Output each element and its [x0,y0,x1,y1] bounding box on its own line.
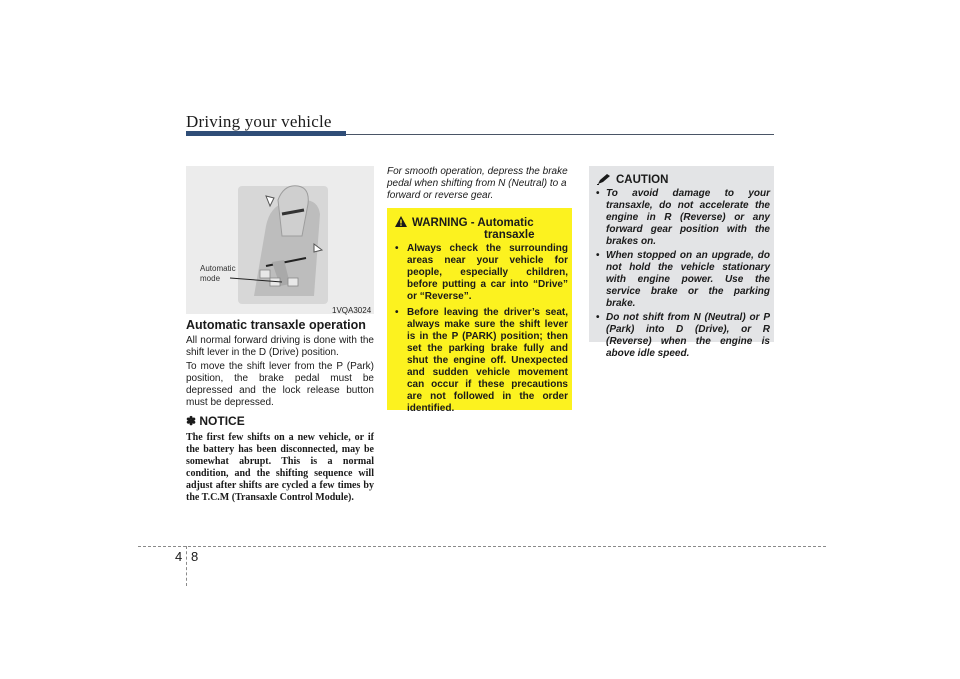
notice-star-icon: ✽ [186,414,200,428]
warning-item: • Before leaving the driver’s seat, always make sure the shift lever is in the P (PARK) position; then set the parking brake fully and shut the engine off. Unexpected and sudden vehicle movement can occur if these precautions are not followed in the order identified. [393,307,568,415]
warning-triangle-icon [394,215,408,228]
page-chapter: 4 [175,549,183,564]
notice-heading-text: NOTICE [199,414,245,428]
smooth-operation-text: For smooth operation, depress the brake pedal when shifting from N (Neutral) to a forward or reverse gear. [387,166,568,201]
caution-item: • Do not shift from N (Neutral) or P (Park) into D (Drive), or R (Reverse) when the engine is above idle speed. [594,312,770,360]
section-title: Driving your vehicle [186,112,332,131]
figure-callout-line2: mode [200,274,221,283]
footer-rule [138,546,826,547]
figure-callout-line1: Automatic [200,264,236,273]
warning-item: • Always check the surrounding areas near your vehicle for people, especially children, before putting a car into “Drive” or “Reverse”. [393,243,568,303]
figure-callout [200,264,236,284]
caution-title: CAUTION [616,174,669,186]
header-accent-bar [186,131,346,136]
warning-title [412,217,535,241]
page-number: 8 [191,549,199,564]
operation-paragraph-1: All normal forward driving is done with the shift lever in the D (Drive) position. [186,335,374,358]
operation-heading: Automatic transaxle operation [186,318,366,332]
warning-title-sub: transaxle [484,229,535,241]
warning-list [393,243,568,419]
caution-list [594,188,770,362]
operation-paragraph-2: To move the shift lever from the P (Park) position, the brake pedal must be depressed and the lock release button must be depressed. [186,361,374,408]
footer-divider [186,546,187,586]
notice-body: The first few shifts on a new vehicle, or if the battery has been disconnected, may be somewhat abrupt. This is a normal condition, and the shifting sequence will adjust after shifts are cycled a few times by the T.C.M (Transaxle Control Module). [186,432,374,503]
figure-code: 1VQA3024 [332,306,372,315]
caution-pencil-icon [596,173,612,185]
shift-lever-figure [186,166,374,314]
shift-lever-illustration [186,166,374,314]
warning-title-main: WARNING - Automatic [412,217,534,229]
caution-item: • To avoid damage to your transaxle, do not accelerate the engine in R (Reverse) or any forward gear position with the brakes on. [594,188,770,248]
caution-item: • When stopped on an upgrade, do not hold the vehicle stationary with engine power. Use the service brake or the parking brake. [594,250,770,310]
notice-heading [186,414,245,428]
